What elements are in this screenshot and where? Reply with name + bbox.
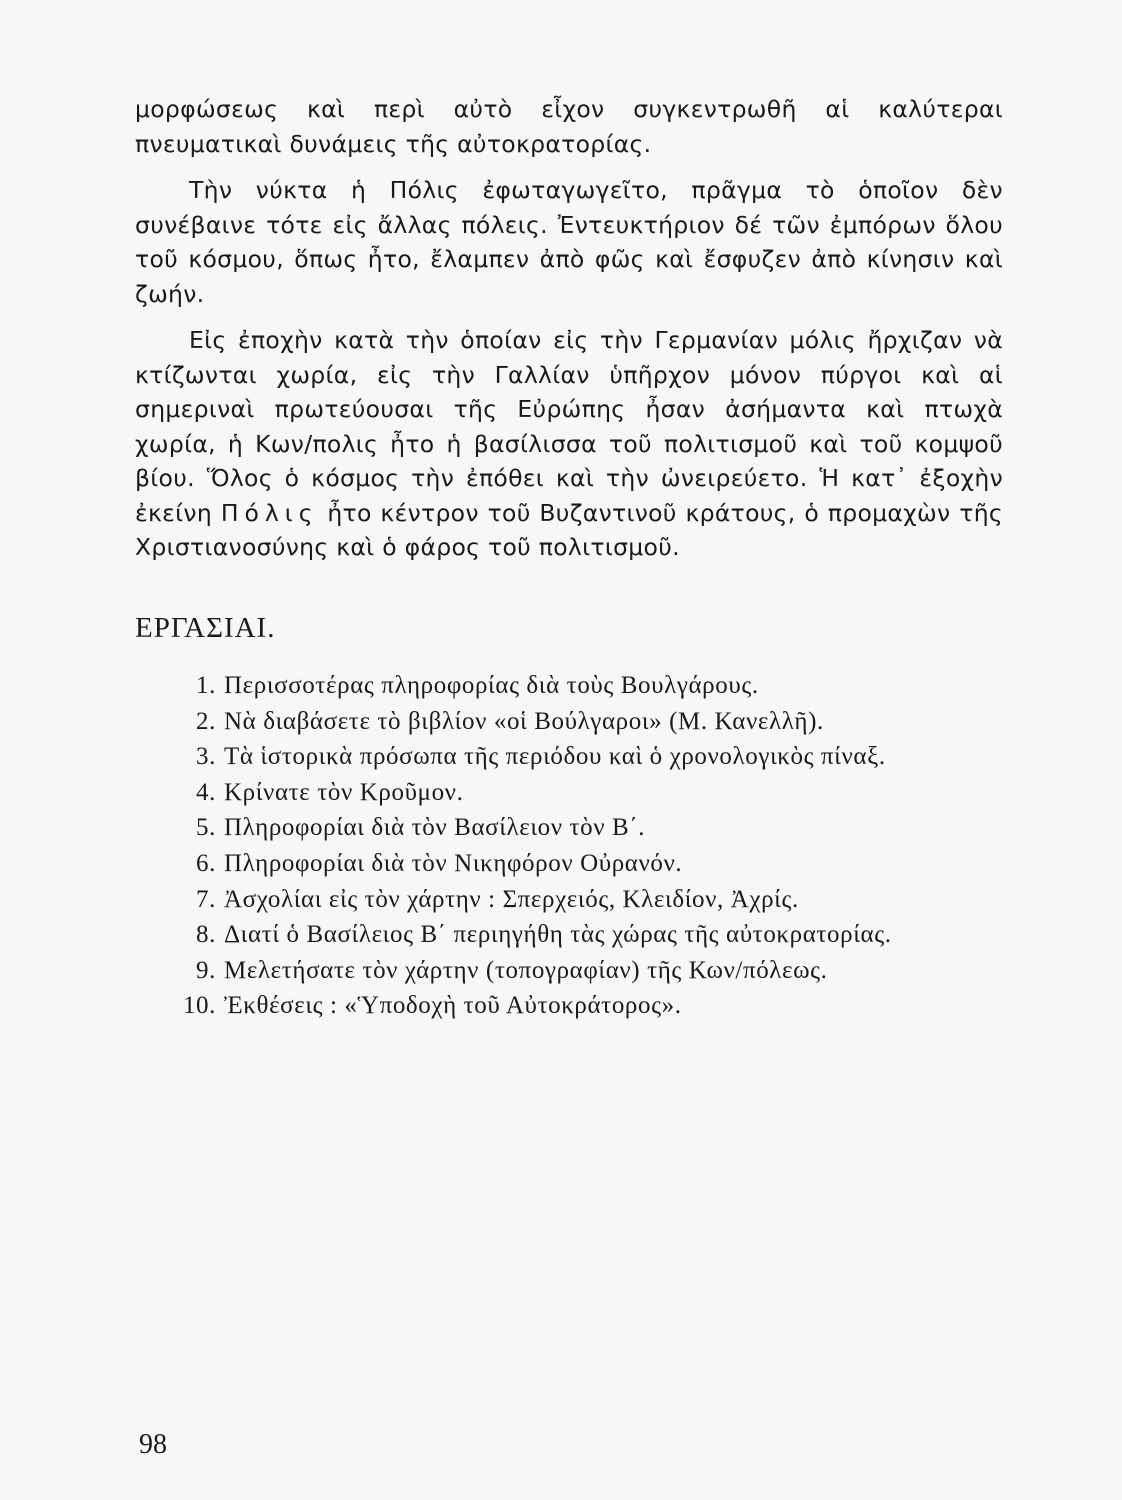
item-number: 4.: [196, 778, 216, 806]
item-number: 6.: [196, 849, 216, 877]
list-item: [150, 810, 1020, 846]
item-number: 9.: [196, 956, 216, 984]
item-text: Νὰ διαβάσετε τὸ βιβλίον «οἱ Βούλγαροι» (Μ. Κανελλῆ).: [224, 707, 824, 735]
list-item: [150, 882, 1020, 918]
task-list: [150, 668, 1020, 1024]
section-heading: ΕΡΓΑΣΙΑΙ.: [135, 612, 276, 644]
paragraph-3-emphasis: Πόλις: [220, 498, 319, 527]
page-number: 98: [139, 1429, 167, 1460]
item-number: 7.: [196, 885, 216, 913]
paragraph-2: Τὴν νύκτα ἡ Πόλις ἐφωταγωγεῖτο, πρᾶγμα τὸ ὁποῖον δὲν συνέβαινε τότε εἰς ἄλλας πόλεις. Ἐντευκτήριον δέ τῶν ἐμπόρων ὅλου τοῦ κόσμου, ὅπως ἦτο, ἔλαμπεν ἀπὸ φῶς καὶ ἔσφυζεν ἀπὸ κίνησιν καὶ ζωήν.: [135, 176, 1003, 308]
list-item: [150, 953, 1020, 989]
list-item: [150, 668, 1020, 704]
item-number: 3.: [196, 743, 216, 771]
paragraph-3-end: ἦτο κέντρον τοῦ Βυζαντινοῦ κράτους, ὁ προμαχὼν τῆς Χριστιανοσύνης καὶ ὁ φάρος τοῦ πολιτισμοῦ.: [135, 498, 1003, 561]
item-text: Ἐκθέσεις : «Ὑποδοχὴ τοῦ Αὐτοκράτορος».: [224, 992, 682, 1020]
list-item: [150, 704, 1020, 740]
list-item: [150, 988, 1020, 1024]
item-text: Πληροφορίαι διὰ τὸν Βασίλειον τὸν Β΄.: [224, 814, 646, 842]
item-text: Κρίνατε τὸν Κροῦμον.: [224, 778, 464, 806]
list-item: [150, 775, 1020, 811]
item-number: 10.: [182, 992, 216, 1020]
item-text: Ἀσχολίαι εἰς τὸν χάρτην : Σπερχειός, Κλειδίον, Ἀχρίς.: [224, 885, 799, 913]
item-number: 2.: [196, 707, 216, 735]
paragraph-3-start: Εἰς ἐποχὴν κατὰ τὴν ὁποίαν εἰς τὴν Γερμανίαν μόλις ἤρχιζαν νὰ κτίζωνται χωρία, εἰς τὴν Γαλλίαν ὑπῆρχον μόνον πύργοι καὶ αἱ σημεριναὶ πρωτεύουσαι τῆς Εὐρώπης ἦσαν ἀσήμαντα καὶ πτωχὰ χωρία, ἡ Κων/πολις ἦτο ἡ βασίλισσα τοῦ πολιτισμοῦ καὶ τοῦ κομψοῦ βίου. Ὅλος ὁ κόσμος τὴν ἐπόθει καὶ τὴν ὠνειρεύετο. Ἡ κατ᾽ ἐξοχὴν ἐκείνη: [135, 326, 1003, 527]
list-item: [150, 846, 1020, 882]
item-text: Τὰ ἱστορικὰ πρόσωπα τῆς περιόδου καὶ ὁ χρονολογικὸς πίναξ.: [224, 743, 886, 771]
item-text: Περισσοτέρας πληροφορίας διὰ τοὺς Βουλγάρους.: [224, 672, 759, 699]
list-item: [150, 917, 1020, 953]
item-number: 8.: [196, 921, 216, 949]
paragraph-3: [135, 323, 1003, 565]
body-text: [135, 92, 1003, 565]
item-text: Διατί ὁ Βασίλειος Β΄ περιηγήθη τὰς χώρας τῆς αὐτοκρατορίας.: [224, 921, 892, 949]
paragraph-1: μορφώσεως καὶ περὶ αὐτὸ εἶχον συγκεντρωθῆ αἱ καλύτεραι πνευματικαὶ δυνάμεις τῆς αὐτοκρατορίας.: [135, 95, 1003, 158]
item-number: 1.: [196, 672, 216, 699]
list-item: [150, 739, 1020, 775]
item-text: Πληροφορίαι διὰ τὸν Νικηφόρον Οὐρανόν.: [224, 849, 683, 877]
item-text: Μελετήσατε τὸν χάρτην (τοπογραφίαν) τῆς Κων/πόλεως.: [224, 956, 828, 984]
item-number: 5.: [196, 814, 216, 842]
